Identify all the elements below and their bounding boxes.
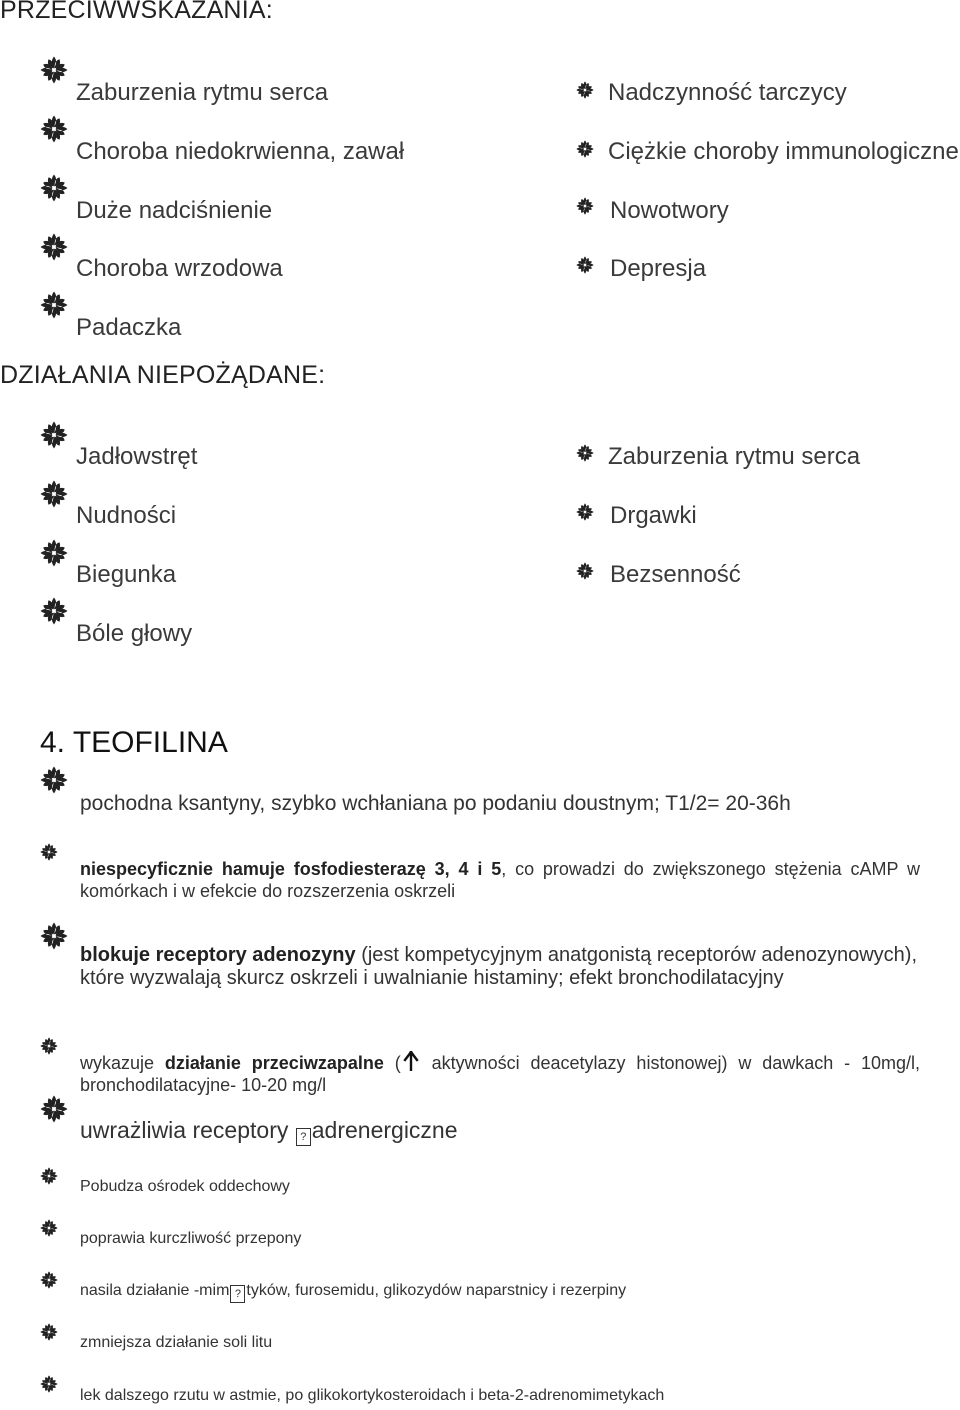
adverse-effect-item: Drgawki — [610, 502, 697, 529]
adverse-effect-item: Jadłowstręt — [76, 443, 198, 470]
diamond-bullet-icon — [40, 1167, 58, 1185]
adverse-effect-item: Bóle głowy — [76, 620, 193, 647]
diamond-bullet-icon — [40, 1095, 68, 1123]
diamond-bullet-icon — [40, 174, 68, 202]
contraindications-heading: PRZECIWWSKAZANIA: — [0, 0, 273, 24]
diamond-bullet-icon — [40, 1271, 58, 1289]
diamond-bullet-icon — [40, 115, 68, 143]
adverse-effect-item: Zaburzenia rytmu serca — [608, 443, 861, 470]
paragraph-anti-inflammatory — [80, 1051, 920, 1096]
diamond-bullet-icon — [576, 81, 594, 99]
diamond-bullet-icon — [40, 233, 68, 261]
paragraph-asthma-line: lek dalszego rzutu w astmie, po glikokortykosteroidach i beta-2-adrenomimetykach — [80, 1387, 665, 1404]
paragraph-beta-receptors — [80, 1117, 920, 1146]
text-fragment: nasila działanie -mim — [80, 1282, 230, 1299]
text-fragment: adrenergiczne — [311, 1117, 458, 1143]
contraindication-item: Nowotwory — [610, 197, 729, 224]
diamond-bullet-icon — [40, 1037, 58, 1055]
diamond-bullet-icon — [40, 597, 68, 625]
paragraph-interactions — [80, 1282, 920, 1303]
section-title: 4. TEOFILINA — [40, 726, 228, 759]
text-fragment: ( — [383, 1053, 401, 1073]
contraindication-item: Padaczka — [76, 314, 182, 341]
diamond-bullet-icon — [40, 1323, 58, 1341]
diamond-bullet-icon — [40, 480, 68, 508]
diamond-bullet-icon — [576, 444, 594, 462]
bold-phrase: blokuje receptory adenozyny — [80, 944, 356, 966]
contraindication-item: Nadczynność tarczycy — [608, 79, 847, 106]
contraindication-item: Choroba wrzodowa — [76, 255, 283, 282]
text-fragment: tyków, furosemidu, glikozydów naparstnicy i rezerpiny — [246, 1282, 627, 1299]
diamond-bullet-icon — [576, 140, 594, 158]
paragraph-diaphragm: poprawia kurczliwość przepony — [80, 1230, 302, 1247]
adverse-effect-item: Biegunka — [76, 561, 177, 588]
missing-glyph-icon: ? — [296, 1128, 311, 1146]
bold-phrase: niespecyficznie hamuje fosfodiesterazę 3, 4 i 5 — [80, 859, 502, 879]
text-fragment: , co prowadzi do zwiększonego stężenia cAMP w komórkach i w efekcie do rozszerzenia oskrzeli — [80, 859, 920, 901]
diamond-bullet-icon — [40, 291, 68, 319]
diamond-bullet-icon — [40, 539, 68, 567]
paragraph-respiratory-center: Pobudza ośrodek oddechowy — [80, 1178, 290, 1195]
diamond-bullet-icon — [40, 421, 68, 449]
diamond-bullet-icon — [576, 197, 594, 215]
paragraph-adenosine — [80, 944, 920, 990]
text-fragment: aktywności deacetylazy histonowej) w dawkach - 10mg/l, bronchodilatacyjne- 10-20 mg/l — [80, 1053, 921, 1095]
diamond-bullet-icon — [576, 256, 594, 274]
adverse-effect-item: Nudności — [76, 502, 177, 529]
contraindication-item: Depresja — [610, 255, 707, 282]
adverse-effects-heading: DZIAŁANIA NIEPOŻĄDANE: — [0, 361, 326, 389]
text-fragment: wykazuje — [80, 1053, 165, 1073]
paragraph-pde-inhibition — [80, 858, 920, 902]
bold-phrase: działanie przeciwzapalne — [164, 1053, 384, 1073]
contraindication-item: Choroba niedokrwienna, zawał — [76, 138, 405, 165]
adverse-effect-item: Bezsenność — [610, 561, 741, 588]
diamond-bullet-icon — [40, 56, 68, 84]
diamond-bullet-icon — [40, 1375, 58, 1393]
contraindication-item: Ciężkie choroby immunologiczne — [608, 138, 959, 165]
missing-glyph-icon: ? — [230, 1285, 245, 1303]
diamond-bullet-icon — [40, 843, 58, 861]
contraindication-item: Duże nadciśnienie — [76, 197, 273, 224]
text-fragment: (jest kompetycyjnym anatgonistą receptorów adenozynowych), które wyzwalają skurcz oskrzeli i uwalnianie histaminy; efekt bronchodilatacyjny — [80, 944, 918, 989]
text-fragment: uwrażliwia receptory — [80, 1117, 295, 1143]
diamond-bullet-icon — [576, 562, 594, 580]
contraindication-item: Zaburzenia rytmu serca — [76, 79, 329, 106]
paragraph-lithium: zmniejsza działanie soli litu — [80, 1334, 273, 1351]
diamond-bullet-icon — [576, 503, 594, 521]
diamond-bullet-icon — [40, 1219, 58, 1237]
diamond-bullet-icon — [40, 922, 68, 950]
paragraph-pharmacokinetics: pochodna ksantyny, szybko wchłaniana po podaniu doustnym; T1/2= 20-36h — [80, 792, 791, 815]
diamond-bullet-icon — [40, 766, 68, 794]
arrow-up-icon — [403, 1051, 419, 1071]
